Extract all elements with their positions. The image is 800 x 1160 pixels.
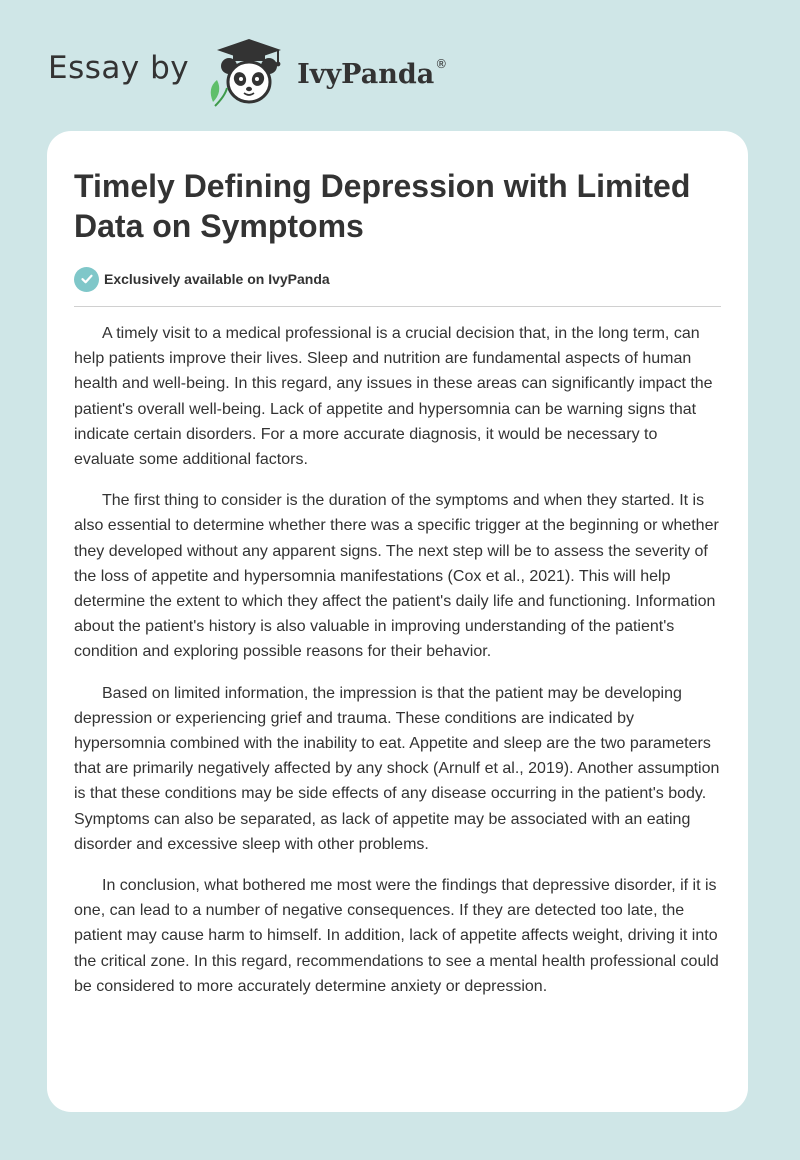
essay-by-label: Essay by [48, 50, 190, 86]
brand-name[interactable]: IvyPanda [297, 58, 435, 90]
essay-paragraph-2: The first thing to consider is the duration of the symptoms and when they started. It is also essential to determine whether there was a specific trigger at the beginning or whether they developed without any apparent signs. The next step will be to assess the severity of the loss of appetite and hypersomnia manifestations (Cox et al., 2021). This will help determine the extent to which they affect the patient's daily life and functioning. Information about the patient's history is also valuable in improving understanding of the patient's condition and exploring possible reasons for their behavior. [74, 492, 719, 661]
site-header [48, 36, 447, 108]
essay-paragraph-1: A timely visit to a medical professional is a crucial decision that, in the long term, can help patients improve their lives. Sleep and nutrition are fundamental aspects of human health and well-being. In this regard, any issues in these areas can significantly impact the patient's overall well-being. Lack of appetite and hypersomnia can be warning signs that indicate certain disorders. For a more accurate diagnosis, it would be necessary to evaluate some additional factors. [74, 325, 713, 469]
essay-body [74, 321, 721, 999]
exclusive-badge [74, 266, 721, 292]
registered-mark: ® [435, 57, 448, 71]
panda-logo-icon[interactable] [203, 36, 295, 108]
essay-title: Timely Defining Depression with Limited Data on Symptoms [74, 168, 691, 244]
essay-paragraph-3: Based on limited information, the impression is that the patient may be developing depression or experiencing grief and trauma. These conditions are indicated by hypersomnia combined with the inability to eat. Appetite and sleep are the two parameters that are primarily negatively affected by any shock (Arnulf et al., 2019). Another assumption is that these conditions may be side effects of any disease occurring in the patient's body. Symptoms can also be separated, as lack of appetite may be associated with an eating disorder and excessive sleep with other problems. [74, 684, 720, 853]
exclusive-badge-label: Exclusively available on IvyPanda [104, 271, 330, 287]
title-divider [74, 306, 721, 307]
essay-paragraph-4: In conclusion, what bothered me most were the findings that depressive disorder, if it is one, can lead to a number of negative consequences. If they are detected too late, the patient may cause harm to himself. In addition, lack of appetite affects weight, driving it into the critical zone. In this regard, recommendations to see a mental health professional could be considered to more accurately determine anxiety or depression. [74, 877, 719, 995]
essay-card [47, 131, 748, 1112]
checkmark-circle-icon [74, 267, 99, 292]
